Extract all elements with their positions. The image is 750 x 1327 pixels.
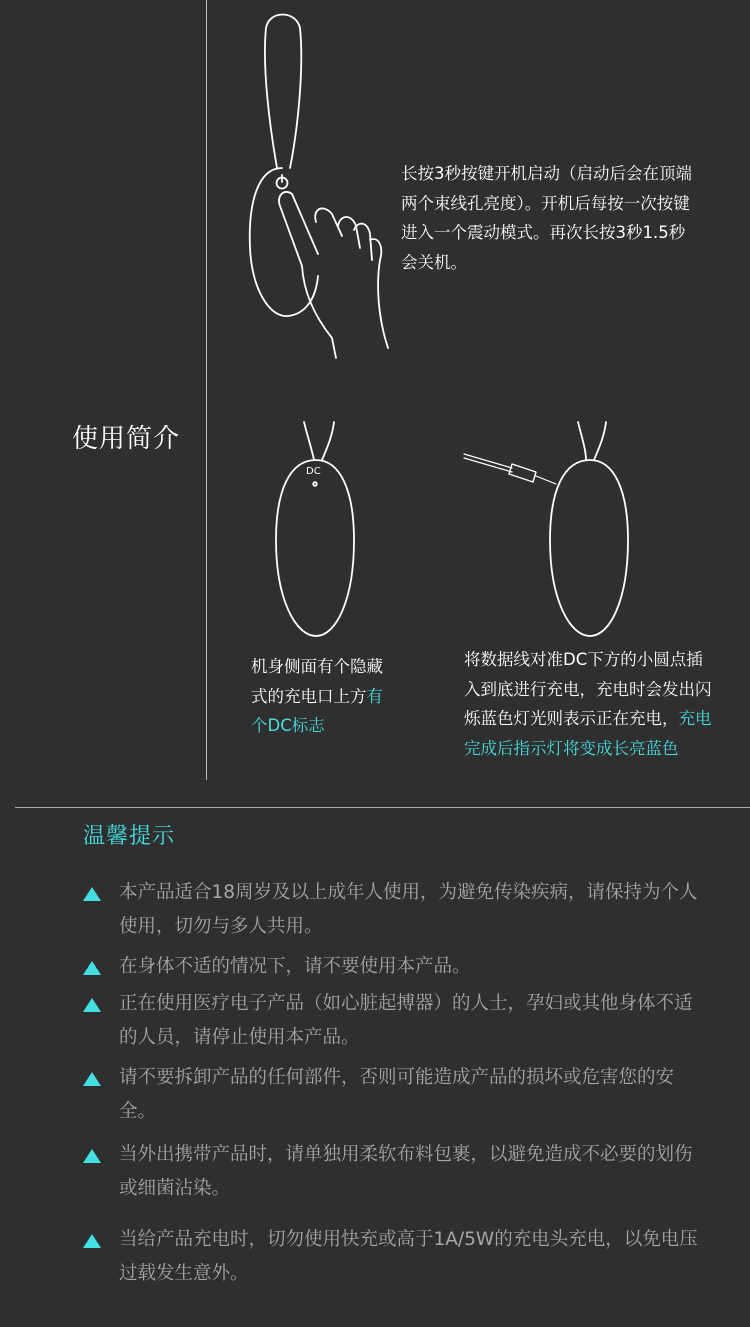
- triangle-bullet-icon: [83, 961, 101, 975]
- tip-item: [83, 950, 703, 984]
- tip-item: [83, 1138, 703, 1206]
- vertical-divider: [206, 0, 207, 780]
- dc-port-illustration: [272, 420, 362, 642]
- dc-label: DC: [306, 466, 321, 477]
- tip-text: 当给产品充电时，切勿使用快充或高于1A/5W的充电头充电，以免电压过载发生意外。: [119, 1229, 698, 1284]
- horizontal-divider: [15, 807, 750, 808]
- triangle-bullet-icon: [83, 1234, 101, 1248]
- triangle-bullet-icon: [83, 1072, 101, 1086]
- tip-text: 当外出携带产品时，请单独用柔软布料包裹，以避免造成不必要的划伤或细菌沾染。: [119, 1144, 693, 1199]
- tip-text: 请不要拆卸产品的任何部件，否则可能造成产品的损坏或危害您的安全。: [119, 1067, 675, 1122]
- step3-highlight: 充电完成后指示灯将变成长亮蓝色: [464, 709, 712, 758]
- tips-title: 温馨提示: [83, 824, 176, 849]
- step3-description: [464, 645, 712, 763]
- step1-text: 长按3秒按键开机启动（启动后会在顶端两个束线孔亮度）。开机后每按一次按键进入一个震动模式。再次长按3秒1.5秒会关机。: [401, 164, 692, 272]
- step2-highlight: 有个DC标志: [251, 686, 383, 735]
- tip-text: 本产品适合18周岁及以上成年人使用，为避免传染疾病，请保持为个人使用，切勿与多人共用。: [119, 882, 698, 937]
- tip-item: [83, 1223, 703, 1291]
- triangle-bullet-icon: [83, 887, 101, 901]
- charging-illustration: [460, 420, 635, 642]
- tip-item: [83, 1061, 703, 1129]
- tip-item: [83, 876, 703, 944]
- tip-text: 正在使用医疗电子产品（如心脏起搏器）的人士，孕妇或其他身体不适的人员，请停止使用本产品。: [119, 993, 693, 1048]
- triangle-bullet-icon: [83, 998, 101, 1012]
- triangle-bullet-icon: [83, 1149, 101, 1163]
- section-title: 使用简介: [72, 424, 181, 454]
- power-button-illustration: [240, 8, 400, 368]
- step2-text: 机身侧面有个隐藏式的充电口上方: [251, 657, 383, 706]
- step2-description: [251, 652, 387, 741]
- step1-description: [401, 159, 699, 277]
- step3-text: 将数据线对准DC下方的小圆点插入到底进行充电，充电时会发出闪烁蓝色灯光则表示正在充电，: [464, 650, 712, 728]
- tip-text: 在身体不适的情况下，请不要使用本产品。: [119, 956, 471, 977]
- tip-item: [83, 987, 703, 1055]
